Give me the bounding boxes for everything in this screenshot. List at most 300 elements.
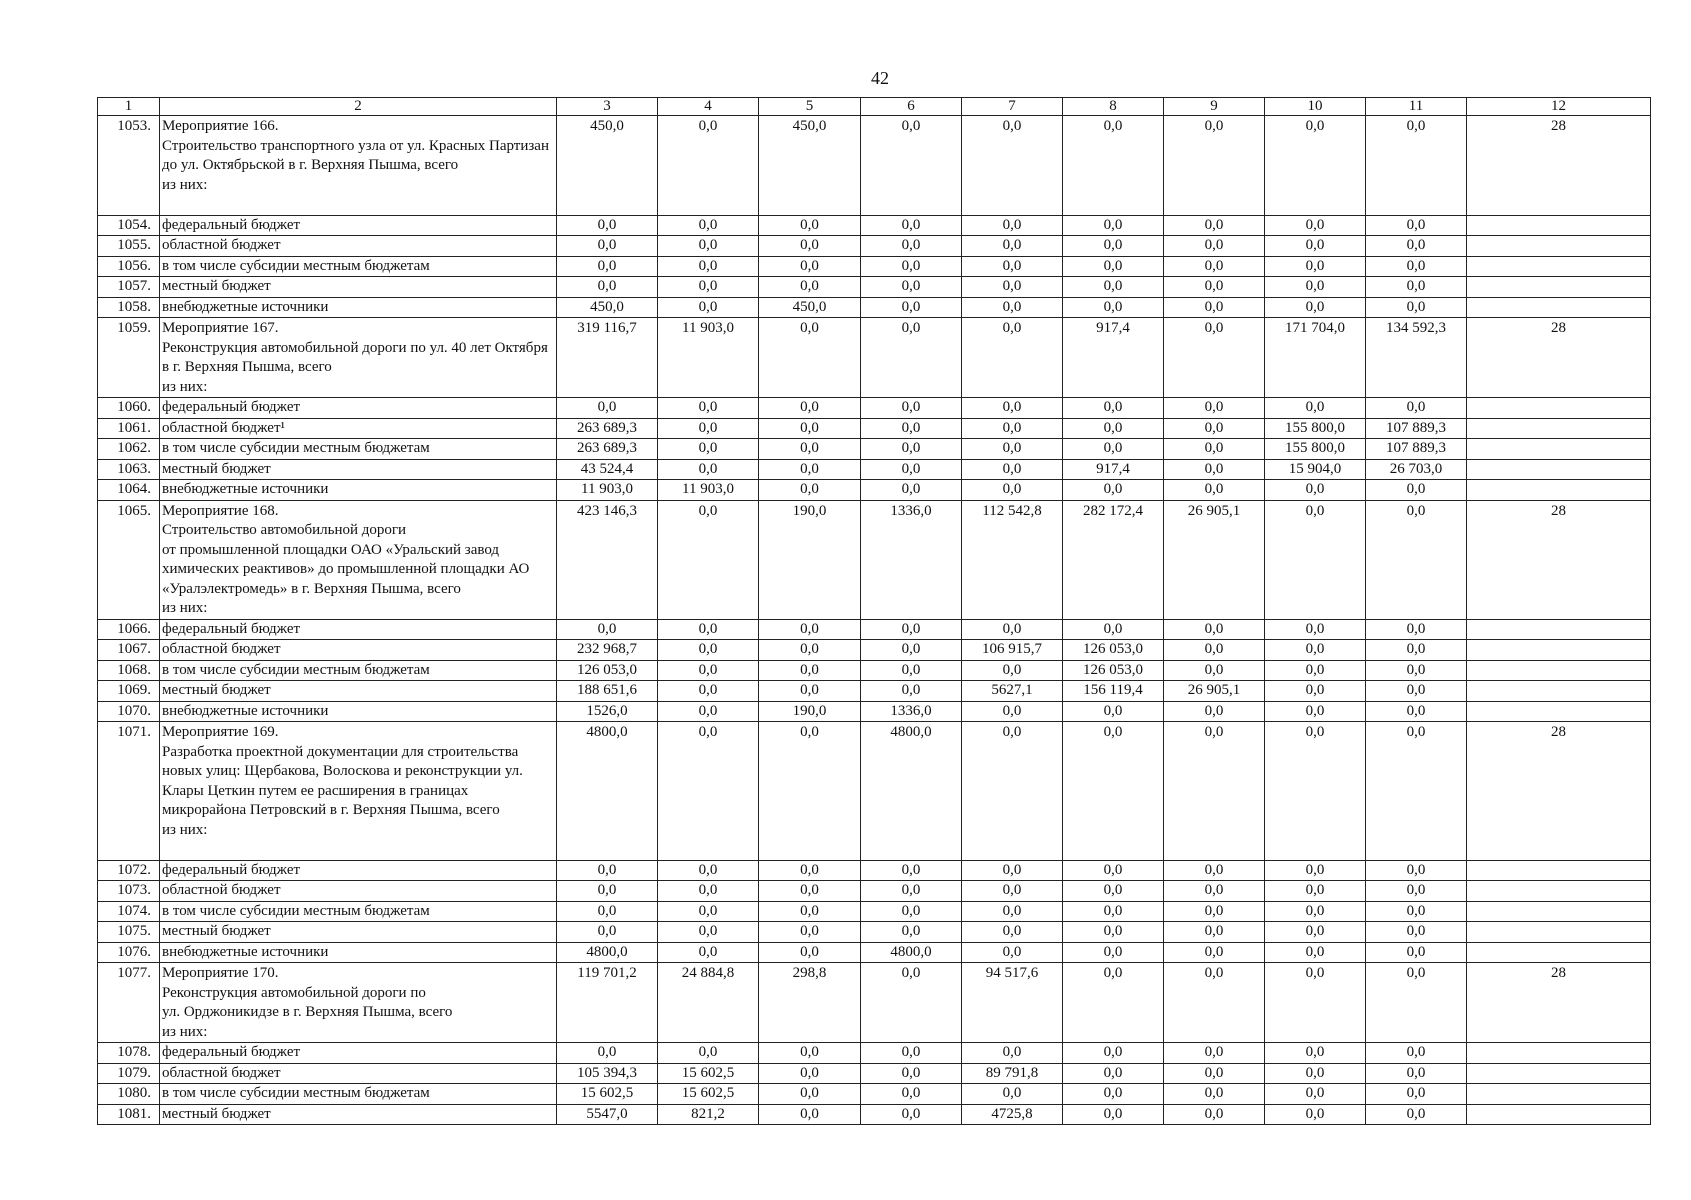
row-name: внебюджетные источники: [160, 942, 557, 963]
value-cell-col11: 0,0: [1366, 480, 1467, 501]
row-name: Мероприятие 166. Строительство транспортного узла от ул. Красных Партизан до ул. Октябрьской в г. Верхняя Пышма, всего из них:: [160, 116, 557, 216]
value-cell-col6: 0,0: [861, 480, 962, 501]
value-cell-col9: 0,0: [1164, 619, 1265, 640]
value-cell-col12: [1467, 681, 1651, 702]
value-cell-col12: [1467, 277, 1651, 298]
value-cell-col4: 0,0: [658, 1043, 759, 1064]
header-row: [98, 98, 1651, 116]
value-cell-col3: 11 903,0: [557, 480, 658, 501]
row-name: в том числе субсидии местным бюджетам: [160, 1084, 557, 1105]
value-cell-col11: 0,0: [1366, 236, 1467, 257]
value-cell-col3: 263 689,3: [557, 418, 658, 439]
row-name: федеральный бюджет: [160, 1043, 557, 1064]
value-cell-col7: 0,0: [962, 1043, 1063, 1064]
value-cell-col7: 0,0: [962, 297, 1063, 318]
value-cell-col10: 0,0: [1265, 297, 1366, 318]
value-cell-col11: 0,0: [1366, 277, 1467, 298]
value-cell-col6: 0,0: [861, 256, 962, 277]
value-cell-col7: 0,0: [962, 1084, 1063, 1105]
value-cell-col4: 0,0: [658, 236, 759, 257]
value-cell-col9: 0,0: [1164, 277, 1265, 298]
value-cell-col7: 89 791,8: [962, 1063, 1063, 1084]
value-cell-col4: 0,0: [658, 681, 759, 702]
value-cell-col12: [1467, 236, 1651, 257]
value-cell-col4: 0,0: [658, 459, 759, 480]
value-cell-col5: 0,0: [759, 901, 861, 922]
value-cell-col9: 0,0: [1164, 942, 1265, 963]
row-number: 1055.: [98, 236, 160, 257]
value-cell-col8: 126 053,0: [1063, 640, 1164, 661]
value-cell-col4: 0,0: [658, 277, 759, 298]
value-cell-col6: 0,0: [861, 881, 962, 902]
row-number: 1054.: [98, 215, 160, 236]
value-cell-col9: 0,0: [1164, 701, 1265, 722]
value-cell-col9: 0,0: [1164, 1043, 1265, 1064]
value-cell-col10: 171 704,0: [1265, 318, 1366, 398]
value-cell-col8: 0,0: [1063, 881, 1164, 902]
table-row: [98, 881, 1651, 902]
value-cell-col11: 0,0: [1366, 942, 1467, 963]
value-cell-col9: 0,0: [1164, 439, 1265, 460]
row-name: областной бюджет: [160, 236, 557, 257]
value-cell-col5: 0,0: [759, 215, 861, 236]
row-number: 1065.: [98, 500, 160, 619]
value-cell-col5: 0,0: [759, 236, 861, 257]
value-cell-col11: 0,0: [1366, 722, 1467, 861]
value-cell-col3: 0,0: [557, 881, 658, 902]
value-cell-col12: [1467, 480, 1651, 501]
value-cell-col9: 0,0: [1164, 901, 1265, 922]
value-cell-col4: 0,0: [658, 439, 759, 460]
row-number: 1080.: [98, 1084, 160, 1105]
table-row: [98, 418, 1651, 439]
value-cell-col7: 0,0: [962, 942, 1063, 963]
value-cell-col11: 0,0: [1366, 681, 1467, 702]
value-cell-col5: 450,0: [759, 116, 861, 216]
value-cell-col8: 0,0: [1063, 277, 1164, 298]
value-cell-col7: 0,0: [962, 116, 1063, 216]
value-cell-col8: 0,0: [1063, 722, 1164, 861]
value-cell-col12: [1467, 1043, 1651, 1064]
table-row: [98, 1104, 1651, 1125]
value-cell-col6: 0,0: [861, 1063, 962, 1084]
row-name: областной бюджет: [160, 881, 557, 902]
value-cell-col4: 0,0: [658, 701, 759, 722]
value-cell-col7: 0,0: [962, 256, 1063, 277]
value-cell-col10: 0,0: [1265, 922, 1366, 943]
value-cell-col3: 4800,0: [557, 942, 658, 963]
table-row: [98, 942, 1651, 963]
value-cell-col3: 263 689,3: [557, 439, 658, 460]
value-cell-col6: 4800,0: [861, 942, 962, 963]
row-number: 1077.: [98, 963, 160, 1043]
value-cell-col9: 0,0: [1164, 1063, 1265, 1084]
page-number: 42: [871, 68, 889, 88]
value-cell-col10: 0,0: [1265, 901, 1366, 922]
value-cell-col4: 0,0: [658, 881, 759, 902]
value-cell-col10: 0,0: [1265, 942, 1366, 963]
row-number: 1062.: [98, 439, 160, 460]
value-cell-col8: 0,0: [1063, 1043, 1164, 1064]
value-cell-col9: 0,0: [1164, 922, 1265, 943]
value-cell-col8: 0,0: [1063, 116, 1164, 216]
row-name: в том числе субсидии местным бюджетам: [160, 439, 557, 460]
value-cell-col5: 0,0: [759, 318, 861, 398]
value-cell-col4: 0,0: [658, 922, 759, 943]
value-cell-col7: 0,0: [962, 901, 1063, 922]
row-name: в том числе субсидии местным бюджетам: [160, 660, 557, 681]
row-number: 1067.: [98, 640, 160, 661]
table-row: [98, 236, 1651, 257]
value-cell-col7: 0,0: [962, 277, 1063, 298]
table-row: [98, 922, 1651, 943]
row-number: 1075.: [98, 922, 160, 943]
row-number: 1078.: [98, 1043, 160, 1064]
row-number: 1072.: [98, 860, 160, 881]
value-cell-col9: 0,0: [1164, 881, 1265, 902]
value-cell-col4: 15 602,5: [658, 1084, 759, 1105]
value-cell-col3: 450,0: [557, 297, 658, 318]
row-number: 1063.: [98, 459, 160, 480]
value-cell-col11: 0,0: [1366, 619, 1467, 640]
value-cell-col6: 0,0: [861, 901, 962, 922]
value-cell-col9: 0,0: [1164, 480, 1265, 501]
value-cell-col8: 0,0: [1063, 215, 1164, 236]
value-cell-col8: 0,0: [1063, 1084, 1164, 1105]
value-cell-col6: 0,0: [861, 1043, 962, 1064]
value-cell-col11: 0,0: [1366, 1084, 1467, 1105]
value-cell-col4: 0,0: [658, 215, 759, 236]
row-number: 1071.: [98, 722, 160, 861]
table-row: [98, 256, 1651, 277]
row-number: 1070.: [98, 701, 160, 722]
value-cell-col3: 0,0: [557, 860, 658, 881]
header-cell: 3: [557, 98, 658, 116]
value-cell-col5: 0,0: [759, 277, 861, 298]
value-cell-col6: 0,0: [861, 963, 962, 1043]
value-cell-col3: 0,0: [557, 398, 658, 419]
value-cell-col11: 0,0: [1366, 640, 1467, 661]
value-cell-col10: 0,0: [1265, 480, 1366, 501]
value-cell-col7: 0,0: [962, 398, 1063, 419]
row-name: областной бюджет¹: [160, 418, 557, 439]
value-cell-col6: 1336,0: [861, 500, 962, 619]
value-cell-col3: 43 524,4: [557, 459, 658, 480]
value-cell-col5: 0,0: [759, 681, 861, 702]
value-cell-col9: 0,0: [1164, 1104, 1265, 1125]
value-cell-col12: 28: [1467, 963, 1651, 1043]
value-cell-col3: 423 146,3: [557, 500, 658, 619]
table-row: [98, 1043, 1651, 1064]
table-row: [98, 640, 1651, 661]
value-cell-col10: 155 800,0: [1265, 439, 1366, 460]
value-cell-col4: 0,0: [658, 398, 759, 419]
value-cell-col6: 0,0: [861, 459, 962, 480]
row-number: 1053.: [98, 116, 160, 216]
value-cell-col9: 0,0: [1164, 660, 1265, 681]
value-cell-col8: 0,0: [1063, 1063, 1164, 1084]
value-cell-col12: [1467, 881, 1651, 902]
value-cell-col5: 0,0: [759, 1104, 861, 1125]
value-cell-col5: 450,0: [759, 297, 861, 318]
value-cell-col5: 0,0: [759, 660, 861, 681]
value-cell-col9: 26 905,1: [1164, 500, 1265, 619]
table-row: [98, 701, 1651, 722]
value-cell-col3: 450,0: [557, 116, 658, 216]
value-cell-col9: 0,0: [1164, 215, 1265, 236]
value-cell-col6: 0,0: [861, 236, 962, 257]
value-cell-col3: 319 116,7: [557, 318, 658, 398]
row-number: 1061.: [98, 418, 160, 439]
value-cell-col7: 0,0: [962, 860, 1063, 881]
header-cell: 10: [1265, 98, 1366, 116]
value-cell-col7: 94 517,6: [962, 963, 1063, 1043]
value-cell-col7: 0,0: [962, 701, 1063, 722]
value-cell-col11: 107 889,3: [1366, 418, 1467, 439]
value-cell-col10: 0,0: [1265, 500, 1366, 619]
value-cell-col11: 0,0: [1366, 901, 1467, 922]
value-cell-col4: 0,0: [658, 722, 759, 861]
value-cell-col3: 0,0: [557, 1043, 658, 1064]
value-cell-col10: 0,0: [1265, 1043, 1366, 1064]
value-cell-col11: 0,0: [1366, 1104, 1467, 1125]
value-cell-col11: 0,0: [1366, 881, 1467, 902]
table-row: [98, 722, 1651, 861]
value-cell-col8: 0,0: [1063, 236, 1164, 257]
table-row: [98, 215, 1651, 236]
value-cell-col7: 0,0: [962, 722, 1063, 861]
row-name: внебюджетные источники: [160, 297, 557, 318]
value-cell-col12: 28: [1467, 318, 1651, 398]
value-cell-col8: 282 172,4: [1063, 500, 1164, 619]
value-cell-col4: 0,0: [658, 500, 759, 619]
value-cell-col7: 5627,1: [962, 681, 1063, 702]
value-cell-col12: [1467, 922, 1651, 943]
row-name: в том числе субсидии местным бюджетам: [160, 901, 557, 922]
value-cell-col9: 0,0: [1164, 318, 1265, 398]
value-cell-col5: 0,0: [759, 1084, 861, 1105]
table-row: [98, 963, 1651, 1043]
table-row: [98, 398, 1651, 419]
value-cell-col5: 0,0: [759, 480, 861, 501]
row-name: местный бюджет: [160, 459, 557, 480]
value-cell-col6: 0,0: [861, 318, 962, 398]
value-cell-col6: 0,0: [861, 215, 962, 236]
value-cell-col8: 0,0: [1063, 701, 1164, 722]
value-cell-col5: 0,0: [759, 1063, 861, 1084]
value-cell-col12: [1467, 297, 1651, 318]
row-number: 1076.: [98, 942, 160, 963]
header-cell: 1: [98, 98, 160, 116]
value-cell-col12: 28: [1467, 722, 1651, 861]
row-name: областной бюджет: [160, 1063, 557, 1084]
value-cell-col12: [1467, 459, 1651, 480]
value-cell-col3: 4800,0: [557, 722, 658, 861]
value-cell-col5: 0,0: [759, 722, 861, 861]
value-cell-col8: 0,0: [1063, 901, 1164, 922]
row-number: 1064.: [98, 480, 160, 501]
value-cell-col5: 298,8: [759, 963, 861, 1043]
value-cell-col7: 0,0: [962, 318, 1063, 398]
value-cell-col6: 0,0: [861, 640, 962, 661]
value-cell-col3: 1526,0: [557, 701, 658, 722]
value-cell-col6: 0,0: [861, 681, 962, 702]
value-cell-col6: 4800,0: [861, 722, 962, 861]
value-cell-col7: 0,0: [962, 459, 1063, 480]
table-row: [98, 459, 1651, 480]
table-row: [98, 297, 1651, 318]
value-cell-col11: 0,0: [1366, 500, 1467, 619]
value-cell-col6: 0,0: [861, 860, 962, 881]
value-cell-col11: 26 703,0: [1366, 459, 1467, 480]
header-cell: 8: [1063, 98, 1164, 116]
value-cell-col4: 24 884,8: [658, 963, 759, 1043]
row-number: 1059.: [98, 318, 160, 398]
header-cell: 12: [1467, 98, 1651, 116]
table-row: [98, 660, 1651, 681]
row-name: федеральный бюджет: [160, 860, 557, 881]
table-row: [98, 439, 1651, 460]
header-cell: 4: [658, 98, 759, 116]
value-cell-col12: [1467, 901, 1651, 922]
value-cell-col11: 0,0: [1366, 1043, 1467, 1064]
value-cell-col10: 0,0: [1265, 660, 1366, 681]
value-cell-col7: 106 915,7: [962, 640, 1063, 661]
value-cell-col7: 0,0: [962, 480, 1063, 501]
value-cell-col12: [1467, 256, 1651, 277]
value-cell-col12: [1467, 1104, 1651, 1125]
value-cell-col4: 11 903,0: [658, 318, 759, 398]
value-cell-col8: 126 053,0: [1063, 660, 1164, 681]
row-name: внебюджетные источники: [160, 480, 557, 501]
value-cell-col11: 0,0: [1366, 660, 1467, 681]
value-cell-col5: 0,0: [759, 398, 861, 419]
value-cell-col8: 917,4: [1063, 318, 1164, 398]
value-cell-col6: 0,0: [861, 116, 962, 216]
value-cell-col12: 28: [1467, 500, 1651, 619]
value-cell-col4: 0,0: [658, 640, 759, 661]
value-cell-col8: 0,0: [1063, 418, 1164, 439]
value-cell-col6: 0,0: [861, 439, 962, 460]
table-row: [98, 480, 1651, 501]
value-cell-col6: 0,0: [861, 297, 962, 318]
value-cell-col4: 0,0: [658, 256, 759, 277]
budget-table: [97, 97, 1651, 1125]
row-name: местный бюджет: [160, 681, 557, 702]
value-cell-col8: 156 119,4: [1063, 681, 1164, 702]
header-cell: 5: [759, 98, 861, 116]
value-cell-col12: [1467, 860, 1651, 881]
value-cell-col7: 0,0: [962, 439, 1063, 460]
row-number: 1060.: [98, 398, 160, 419]
value-cell-col6: 0,0: [861, 660, 962, 681]
value-cell-col9: 0,0: [1164, 116, 1265, 216]
value-cell-col12: [1467, 619, 1651, 640]
value-cell-col11: 0,0: [1366, 297, 1467, 318]
row-name: в том числе субсидии местным бюджетам: [160, 256, 557, 277]
value-cell-col5: 0,0: [759, 459, 861, 480]
header-cell: 7: [962, 98, 1063, 116]
value-cell-col10: 0,0: [1265, 640, 1366, 661]
table-row: [98, 681, 1651, 702]
value-cell-col6: 0,0: [861, 1104, 962, 1125]
header-cell: 2: [160, 98, 557, 116]
row-number: 1068.: [98, 660, 160, 681]
value-cell-col10: 0,0: [1265, 215, 1366, 236]
value-cell-col7: 0,0: [962, 881, 1063, 902]
value-cell-col9: 0,0: [1164, 860, 1265, 881]
value-cell-col10: 15 904,0: [1265, 459, 1366, 480]
value-cell-col11: 107 889,3: [1366, 439, 1467, 460]
table-row: [98, 1063, 1651, 1084]
row-number: 1079.: [98, 1063, 160, 1084]
value-cell-col6: 0,0: [861, 922, 962, 943]
header-cell: 11: [1366, 98, 1467, 116]
value-cell-col12: 28: [1467, 116, 1651, 216]
row-number: 1081.: [98, 1104, 160, 1125]
value-cell-col9: 0,0: [1164, 236, 1265, 257]
value-cell-col3: 0,0: [557, 619, 658, 640]
value-cell-col8: 0,0: [1063, 963, 1164, 1043]
value-cell-col5: 0,0: [759, 418, 861, 439]
row-number: 1057.: [98, 277, 160, 298]
value-cell-col6: 0,0: [861, 1084, 962, 1105]
value-cell-col4: 0,0: [658, 418, 759, 439]
value-cell-col5: 0,0: [759, 1043, 861, 1064]
value-cell-col5: 0,0: [759, 439, 861, 460]
value-cell-col9: 0,0: [1164, 256, 1265, 277]
value-cell-col9: 26 905,1: [1164, 681, 1265, 702]
value-cell-col12: [1467, 398, 1651, 419]
value-cell-col4: 0,0: [658, 619, 759, 640]
table-row: [98, 901, 1651, 922]
row-name: федеральный бюджет: [160, 398, 557, 419]
table-row: [98, 619, 1651, 640]
header-cell: 9: [1164, 98, 1265, 116]
value-cell-col8: 0,0: [1063, 398, 1164, 419]
row-name: федеральный бюджет: [160, 215, 557, 236]
value-cell-col3: 119 701,2: [557, 963, 658, 1043]
value-cell-col4: 0,0: [658, 297, 759, 318]
value-cell-col10: 0,0: [1265, 1063, 1366, 1084]
value-cell-col7: 0,0: [962, 215, 1063, 236]
value-cell-col5: 190,0: [759, 500, 861, 619]
value-cell-col10: 0,0: [1265, 398, 1366, 419]
value-cell-col7: 0,0: [962, 619, 1063, 640]
value-cell-col3: 105 394,3: [557, 1063, 658, 1084]
value-cell-col3: 188 651,6: [557, 681, 658, 702]
value-cell-col12: [1467, 215, 1651, 236]
value-cell-col3: 126 053,0: [557, 660, 658, 681]
value-cell-col10: 0,0: [1265, 681, 1366, 702]
value-cell-col7: 0,0: [962, 922, 1063, 943]
table-row: [98, 277, 1651, 298]
value-cell-col11: 0,0: [1366, 922, 1467, 943]
value-cell-col3: 5547,0: [557, 1104, 658, 1125]
value-cell-col6: 1336,0: [861, 701, 962, 722]
value-cell-col12: [1467, 1063, 1651, 1084]
value-cell-col7: 112 542,8: [962, 500, 1063, 619]
value-cell-col5: 0,0: [759, 619, 861, 640]
value-cell-col4: 11 903,0: [658, 480, 759, 501]
value-cell-col8: 0,0: [1063, 1104, 1164, 1125]
value-cell-col10: 0,0: [1265, 1084, 1366, 1105]
value-cell-col11: 0,0: [1366, 116, 1467, 216]
value-cell-col3: 0,0: [557, 922, 658, 943]
table-row: [98, 1084, 1651, 1105]
row-number: 1058.: [98, 297, 160, 318]
value-cell-col10: 0,0: [1265, 236, 1366, 257]
